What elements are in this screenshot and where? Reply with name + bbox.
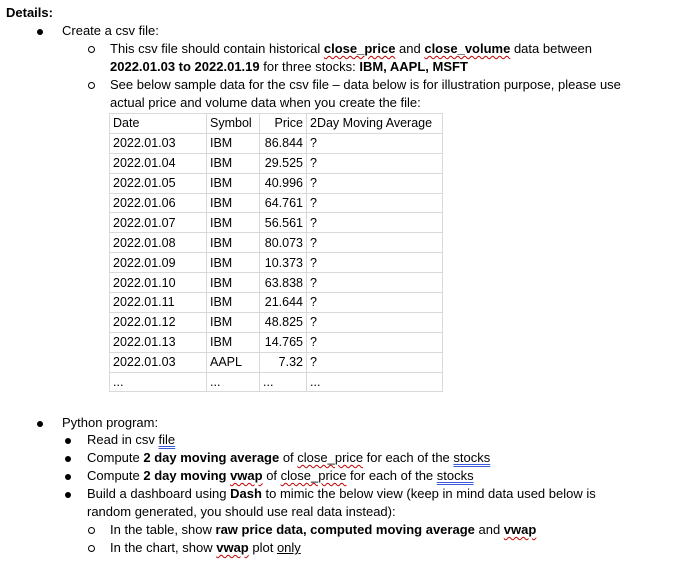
table-cell: 2022.01.13	[110, 332, 207, 352]
table-cell: ?	[307, 352, 443, 372]
csv-section-title: Create a csv file:	[62, 23, 159, 38]
table-cell: ?	[307, 173, 443, 193]
table-cell: 40.996	[260, 173, 307, 193]
csv-sub1-line2	[110, 59, 468, 75]
table-cell: 7.32	[260, 352, 307, 372]
dashboard-sub1	[110, 522, 536, 538]
table-cell: ...	[110, 372, 207, 392]
table-cell: AAPL	[207, 352, 260, 372]
table-row	[110, 173, 443, 193]
table-cell: ?	[307, 153, 443, 173]
python-bullet-2	[87, 450, 490, 466]
table-row	[110, 133, 443, 153]
circle-bullet-icon	[88, 545, 95, 552]
text: of	[262, 468, 281, 483]
table-cell: IBM	[207, 213, 260, 233]
table-cell: 2022.01.09	[110, 253, 207, 273]
text: and	[474, 522, 504, 537]
table-row	[110, 293, 443, 313]
table-cell: ?	[307, 253, 443, 273]
text: This csv file should contain historical	[110, 41, 324, 56]
close-price-term: close_price	[297, 450, 364, 465]
table-row	[110, 213, 443, 233]
vwap-term: vwap	[503, 522, 537, 537]
table-row	[110, 352, 443, 372]
text: Read in csv	[87, 432, 159, 447]
table-cell: 2022.01.06	[110, 193, 207, 213]
python-bullet-4-line1	[87, 486, 596, 502]
table-cell: 2022.01.05	[110, 173, 207, 193]
text: for each of the	[346, 468, 437, 483]
date-range: 2022.01.03 to 2022.01.19	[110, 59, 260, 74]
table-cell: ?	[307, 293, 443, 313]
text: Compute	[87, 468, 144, 483]
table-cell: ?	[307, 133, 443, 153]
table-cell: IBM	[207, 233, 260, 253]
table-cell: ?	[307, 233, 443, 253]
table-cell: 2022.01.03	[110, 352, 207, 372]
table-cell: 80.073	[260, 233, 307, 253]
table-cell: 86.844	[260, 133, 307, 153]
table-cell: ...	[307, 372, 443, 392]
table-cell: 2022.01.03	[110, 133, 207, 153]
stock-list: IBM, AAPL, MSFT	[359, 59, 468, 74]
vwap-term: vwap	[230, 468, 263, 483]
bullet-icon	[65, 474, 71, 480]
table-cell: 2022.01.12	[110, 312, 207, 332]
term: 2 day moving	[143, 468, 231, 483]
table-row	[110, 193, 443, 213]
stocks-link[interactable]: stocks	[453, 450, 491, 465]
sample-data-table	[109, 113, 443, 392]
table-cell: 10.373	[260, 253, 307, 273]
text: Compute	[87, 450, 144, 465]
table-cell: ?	[307, 273, 443, 293]
table-row	[110, 372, 443, 392]
table-cell: 29.525	[260, 153, 307, 173]
python-bullet-3	[87, 468, 474, 484]
table-row	[110, 273, 443, 293]
table-row	[110, 312, 443, 332]
python-section-title: Python program:	[62, 415, 159, 430]
text: In the chart, show	[110, 540, 217, 555]
table-row	[110, 253, 443, 273]
table-cell: 14.765	[260, 332, 307, 352]
table-header-cell: Symbol	[207, 114, 260, 134]
text: and	[395, 41, 425, 56]
close-volume-term: close_volume	[424, 41, 511, 56]
close-price-term: close_price	[323, 41, 396, 56]
table-cell: 56.561	[260, 213, 307, 233]
table-cell: IBM	[207, 193, 260, 213]
table-cell: 2022.01.04	[110, 153, 207, 173]
close-price-term: close_price	[280, 468, 347, 483]
table-cell: IBM	[207, 173, 260, 193]
table-cell: 64.761	[260, 193, 307, 213]
stocks-link[interactable]: stocks	[436, 468, 474, 483]
term: raw price data, computed moving average	[215, 522, 475, 537]
table-header-row	[110, 114, 443, 134]
table-cell: ?	[307, 332, 443, 352]
vwap-term: vwap	[216, 540, 249, 555]
bullet-icon	[65, 492, 71, 498]
table-cell: IBM	[207, 253, 260, 273]
table-cell: 2022.01.11	[110, 293, 207, 313]
table-cell: IBM	[207, 133, 260, 153]
bullet-icon	[37, 29, 43, 35]
table-cell: IBM	[207, 332, 260, 352]
table-cell: ...	[260, 372, 307, 392]
only-term: only	[276, 540, 301, 555]
text: for each of the	[363, 450, 454, 465]
table-cell: 63.838	[260, 273, 307, 293]
table-cell: IBM	[207, 153, 260, 173]
text: for three stocks:	[259, 59, 360, 74]
python-bullet-4-line2: random generated, you should use real data instead):	[87, 504, 396, 519]
text: data between	[510, 41, 593, 56]
table-cell: IBM	[207, 312, 260, 332]
circle-bullet-icon	[88, 527, 95, 534]
table-cell: 2022.01.08	[110, 233, 207, 253]
bullet-icon	[65, 456, 71, 462]
text: Build a dashboard using	[87, 486, 231, 501]
table-cell: IBM	[207, 273, 260, 293]
bullet-icon	[65, 438, 71, 444]
csv-sub1-line1	[110, 41, 592, 57]
text: In the table, show	[110, 522, 216, 537]
table-cell: ?	[307, 213, 443, 233]
text: to mimic the below view (keep in mind data used below is	[261, 486, 596, 501]
table-cell: 2022.01.07	[110, 213, 207, 233]
table-row	[110, 233, 443, 253]
circle-bullet-icon	[88, 82, 95, 89]
table-header-cell: Date	[110, 114, 207, 134]
table-cell: ...	[207, 372, 260, 392]
table-cell: 48.825	[260, 312, 307, 332]
text: of	[279, 450, 298, 465]
csv-sub2-line1: See below sample data for the csv file – data below is for illustration purpose, please use	[110, 77, 621, 92]
bullet-icon	[37, 421, 43, 427]
csv-sub2-line2: actual price and volume data when you create the file:	[110, 95, 421, 110]
table-cell: ?	[307, 193, 443, 213]
table-cell: 21.644	[260, 293, 307, 313]
table-cell: 2022.01.10	[110, 273, 207, 293]
dashboard-sub2	[110, 540, 301, 556]
text: plot	[248, 540, 277, 555]
circle-bullet-icon	[88, 46, 95, 53]
table-row	[110, 332, 443, 352]
dash-term: Dash	[230, 486, 262, 501]
term: 2 day moving average	[143, 450, 280, 465]
table-cell: ?	[307, 312, 443, 332]
details-heading: Details:	[6, 5, 53, 20]
table-cell: IBM	[207, 293, 260, 313]
table-row	[110, 153, 443, 173]
file-link[interactable]: file	[158, 432, 176, 447]
python-bullet-1	[87, 432, 175, 448]
table-header-cell: Price	[260, 114, 307, 134]
table-header-cell: 2Day Moving Average	[307, 114, 443, 134]
